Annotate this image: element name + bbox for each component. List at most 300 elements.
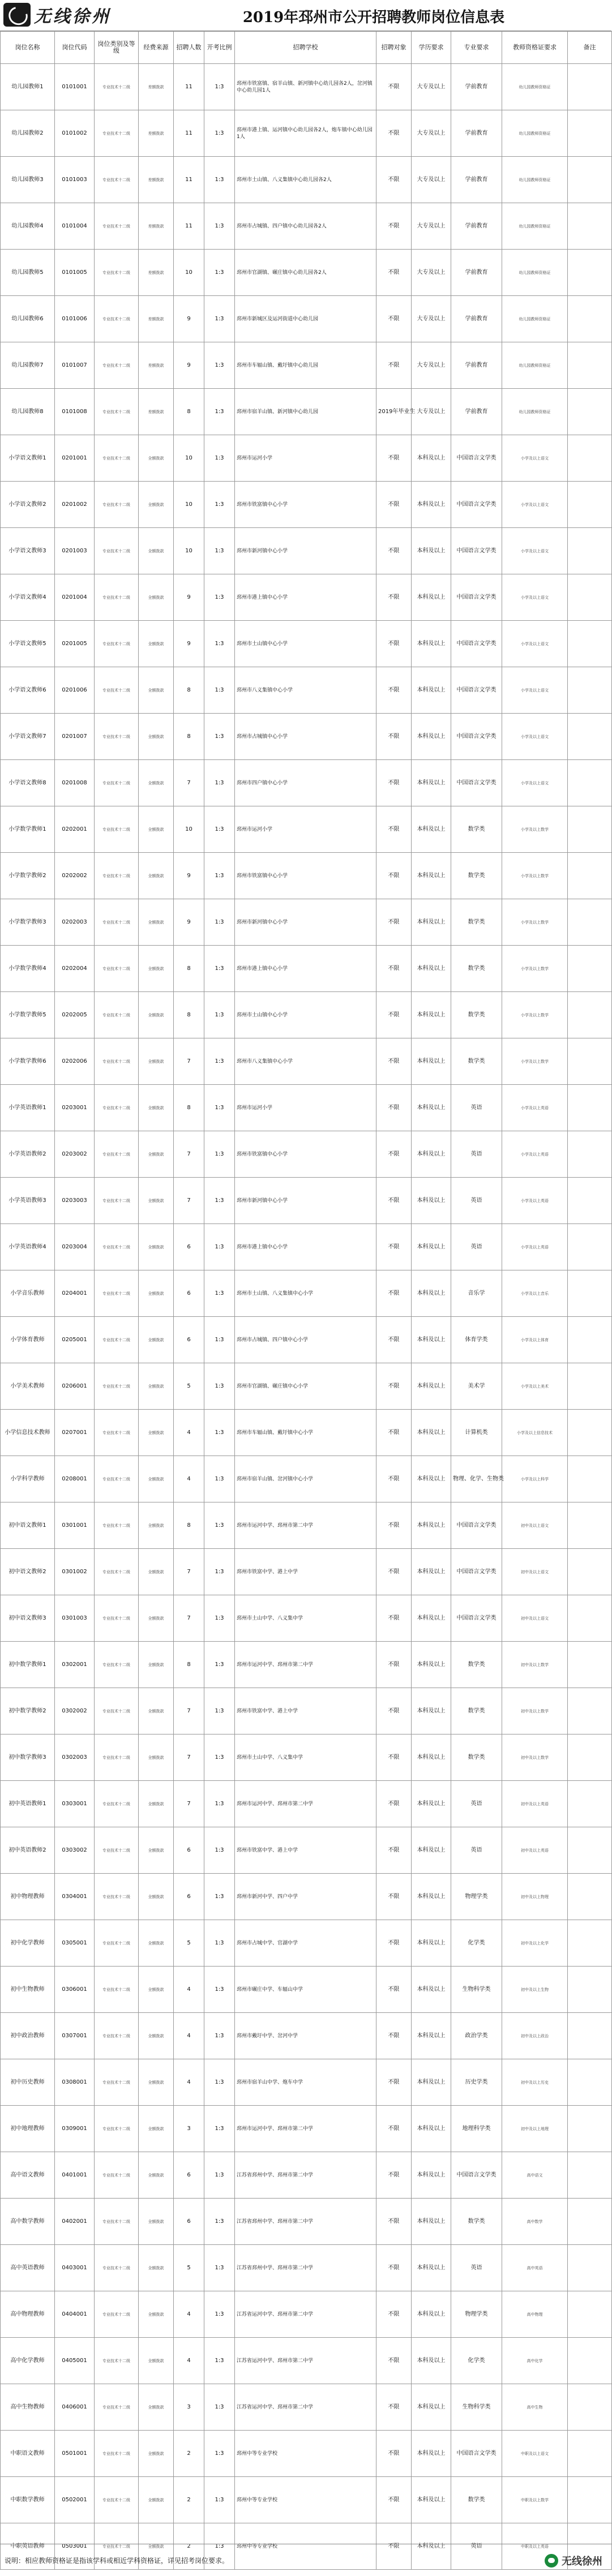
table-cell: 中国语言文学类 [451,528,502,574]
table-cell: 邳州市运河中学、邳州市第二中学 [235,1781,376,1827]
table-cell: 不限 [376,482,412,528]
table-cell: 专业技术十二级 [95,1874,139,1920]
column-header: 岗位名称 [1,32,55,64]
table-cell [568,1874,612,1920]
table-cell: 小学及以上英语 [502,1131,568,1178]
table-row [1,1502,612,1549]
table-cell: 邳州市铁富镇中心小学 [235,853,376,899]
table-cell: 初中及以上英语 [502,1827,568,1874]
table-cell: 邳州市占城镇、四户镇中心小学 [235,1317,376,1363]
table-cell: 邳州市港上镇、运河镇中心幼儿园各2人，炮车镇中心幼儿园1人 [235,110,376,157]
table-cell: 初中数学教师1 [1,1642,55,1688]
table-cell: 初中化学教师 [1,1920,55,1967]
table-cell: 6 [174,1224,204,1270]
table-cell: 初中语文教师1 [1,1502,55,1549]
table-cell: 邳州中等专业学校 [235,2477,376,2523]
table-cell: 高中英语 [502,2245,568,2291]
table-cell: 专业技术十二级 [95,157,139,203]
table-cell [568,342,612,389]
table-cell: 8 [174,1642,204,1688]
table-cell: 邳州市运河中学、邳州市第二中学 [235,2106,376,2152]
table-cell: 0203001 [55,1085,95,1131]
table-cell: 全额拨款 [139,899,174,946]
table-cell: 1:3 [204,2477,235,2523]
table-cell: 小学语文教师3 [1,528,55,574]
table-cell: 小学及以上语文 [502,714,568,760]
table-cell: 专业技术十二级 [95,1688,139,1734]
table-cell [568,389,612,435]
table-cell: 0204001 [55,1270,95,1317]
table-cell: 高中生物 [502,2384,568,2431]
table-cell: 本科及以上 [412,1920,451,1967]
table-cell: 邳州市铁富镇中心小学 [235,482,376,528]
table-row [1,1270,612,1317]
table-cell: 专业技术十二级 [95,482,139,528]
table-cell: 全额拨款 [139,2384,174,2431]
table-cell: 不限 [376,946,412,992]
table-cell: 差额拨款 [139,157,174,203]
table-cell: 不限 [376,157,412,203]
table-cell: 初中及以上数学 [502,1734,568,1781]
table-cell: 不限 [376,1781,412,1827]
table-cell: 专业技术十二级 [95,342,139,389]
table-cell: 专业技术十二级 [95,574,139,621]
table-cell: 本科及以上 [412,1363,451,1410]
table-cell: 初中数学教师2 [1,1688,55,1734]
table-row [1,1410,612,1456]
table-cell: 高中语文 [502,2152,568,2199]
table-cell: 6 [174,1317,204,1363]
table-cell: 高中英语教师 [1,2245,55,2291]
table-cell: 全额拨款 [139,1781,174,1827]
table-cell [568,1363,612,1410]
table-cell: 物理学类 [451,1874,502,1920]
table-row [1,574,612,621]
table-cell: 2 [174,2477,204,2523]
table-cell: 7 [174,1131,204,1178]
watermark [545,2553,602,2568]
table-cell: 初中及以上物理 [502,1874,568,1920]
table-cell: 本科及以上 [412,1131,451,1178]
table-cell: 不限 [376,1920,412,1967]
table-cell: 初中历史教师 [1,2059,55,2106]
table-cell: 小学及以上语文 [502,435,568,482]
table-row [1,1549,612,1595]
table-row [1,1224,612,1270]
table-cell: 本科及以上 [412,2384,451,2431]
table-cell: 大专及以上 [412,203,451,250]
table-cell: 专业技术十二级 [95,1270,139,1317]
table-cell: 0502001 [55,2477,95,2523]
footer [0,2544,611,2576]
table-cell: 0202001 [55,806,95,853]
table-cell: 不限 [376,1270,412,1317]
table-cell: 差额拨款 [139,342,174,389]
table-cell: 专业技术十二级 [95,1920,139,1967]
table-cell: 江苏省邳州中学、邳州市第二中学 [235,2245,376,2291]
table-cell: 邳州市车辐山镇、戴圩镇中心小学 [235,1410,376,1456]
table-cell: 英语 [451,1827,502,1874]
table-cell: 小学数学教师1 [1,806,55,853]
table-cell: 1:3 [204,1549,235,1595]
table-cell: 1:3 [204,250,235,296]
table-cell: 差额拨款 [139,64,174,110]
table-cell: 0201008 [55,760,95,806]
table-cell: 生物科学类 [451,1967,502,2013]
table-cell: 小学语文教师4 [1,574,55,621]
table-cell: 幼儿园教师5 [1,250,55,296]
table-cell: 本科及以上 [412,2199,451,2245]
table-cell: 不限 [376,435,412,482]
table-cell [568,1920,612,1967]
table-cell: 不限 [376,2013,412,2059]
table-cell: 专业技术十二级 [95,899,139,946]
table-cell: 0201005 [55,621,95,667]
table-cell: 中职及以上英语 [502,2523,568,2570]
table-cell: 11 [174,64,204,110]
table-cell: 0308001 [55,2059,95,2106]
table-cell: 邳州市新河镇中心小学 [235,899,376,946]
table-cell: 2 [174,2431,204,2477]
table-cell [568,1038,612,1085]
table-cell: 小学语文教师2 [1,482,55,528]
table-cell: 全额拨款 [139,1642,174,1688]
table-cell [568,899,612,946]
table-cell: 不限 [376,528,412,574]
table-cell: 大专及以上 [412,250,451,296]
table-cell: 初中及以上政治 [502,2013,568,2059]
table-cell: 中国语言文学类 [451,760,502,806]
table-cell: 0401001 [55,2152,95,2199]
table-cell: 高中化学教师 [1,2338,55,2384]
table-cell: 不限 [376,574,412,621]
table-cell: 1:3 [204,64,235,110]
table-cell: 不限 [376,853,412,899]
table-cell: 小学及以上语文 [502,621,568,667]
table-cell: 不限 [376,2245,412,2291]
table-cell: 本科及以上 [412,528,451,574]
table-cell: 1:3 [204,806,235,853]
table-row [1,157,612,203]
table-cell: 7 [174,1688,204,1734]
table-row [1,714,612,760]
table-cell [568,250,612,296]
table-cell: 本科及以上 [412,806,451,853]
table-cell: 幼儿园教师资格证 [502,64,568,110]
table-cell: 全额拨款 [139,2152,174,2199]
table-cell: 大专及以上 [412,296,451,342]
table-cell: 学前教育 [451,64,502,110]
table-cell [568,760,612,806]
table-row [1,1178,612,1224]
table-cell: 0101007 [55,342,95,389]
table-cell [568,946,612,992]
table-row [1,296,612,342]
table-cell [568,806,612,853]
table-cell [568,992,612,1038]
table-cell: 3 [174,2106,204,2152]
table-cell: 0305001 [55,1920,95,1967]
column-header: 开考比例 [204,32,235,64]
table-cell: 初中及以上语文 [502,1549,568,1595]
table-cell: 10 [174,250,204,296]
table-cell: 初中及以上语文 [502,1502,568,1549]
table-cell: 1:3 [204,1688,235,1734]
table-cell: 7 [174,1595,204,1642]
table-cell: 幼儿园教师资格证 [502,203,568,250]
table-cell: 不限 [376,667,412,714]
table-cell [568,714,612,760]
table-cell: 0201007 [55,714,95,760]
table-cell: 小学语文教师8 [1,760,55,806]
table-cell: 本科及以上 [412,2106,451,2152]
table-cell: 小学美术教师 [1,1363,55,1410]
table-cell: 10 [174,806,204,853]
table-cell: 邳州市八义集镇中心小学 [235,1038,376,1085]
table-cell: 邳州市四户镇中心小学 [235,760,376,806]
table-cell: 英语 [451,1085,502,1131]
table-cell [568,157,612,203]
table-cell: 中国语言文学类 [451,574,502,621]
table-row [1,1874,612,1920]
table-cell: 幼儿园教师3 [1,157,55,203]
table-cell: 不限 [376,992,412,1038]
table-cell: 0202002 [55,853,95,899]
table-cell: 邳州市占城镇中心小学 [235,714,376,760]
table-cell: 专业技术十二级 [95,1967,139,2013]
table-cell: 专业技术十二级 [95,806,139,853]
table-cell: 不限 [376,1967,412,2013]
table-cell: 0202005 [55,992,95,1038]
table-cell: 小学及以上英语 [502,1085,568,1131]
table-cell: 本科及以上 [412,714,451,760]
table-cell: 0101004 [55,203,95,250]
table-cell: 全额拨款 [139,2199,174,2245]
table-cell: 0207001 [55,1410,95,1456]
table-cell: 0101001 [55,64,95,110]
table-cell [568,853,612,899]
recruitment-table [0,31,612,2570]
table-row [1,946,612,992]
table-row [1,1920,612,1967]
table-cell: 邳州市土山镇中心小学 [235,992,376,1038]
table-cell: 物理学类 [451,2291,502,2338]
table-cell: 0206001 [55,1363,95,1410]
table-row [1,1595,612,1642]
table-cell: 学前教育 [451,203,502,250]
table-cell: 不限 [376,2431,412,2477]
table-cell: 初中及以上数学 [502,1688,568,1734]
table-cell: 大专及以上 [412,389,451,435]
table-cell: 0304001 [55,1874,95,1920]
table-cell: 1:3 [204,1456,235,1502]
table-cell: 不限 [376,110,412,157]
table-cell: 不限 [376,1317,412,1363]
table-cell: 本科及以上 [412,1317,451,1363]
table-cell: 本科及以上 [412,2338,451,2384]
table-cell: 本科及以上 [412,2059,451,2106]
table-cell: 0201004 [55,574,95,621]
table-cell: 地理科学类 [451,2106,502,2152]
table-cell: 0201006 [55,667,95,714]
column-header: 备注 [568,32,612,64]
table-cell: 0302002 [55,1688,95,1734]
table-cell: 不限 [376,296,412,342]
table-cell: 邳州中等专业学校 [235,2431,376,2477]
table-cell: 邳州市铁富镇、宿羊山镇、新河镇中心幼儿园各2人，岔河镇中心幼儿园1人 [235,64,376,110]
table-cell: 本科及以上 [412,1549,451,1595]
table-cell: 8 [174,992,204,1038]
table-cell: 不限 [376,2152,412,2199]
table-row [1,1688,612,1734]
table-cell: 专业技术十二级 [95,1038,139,1085]
table-cell: 本科及以上 [412,435,451,482]
table-cell [568,2152,612,2199]
table-cell: 高中化学 [502,2338,568,2384]
table-cell: 小学语文教师5 [1,621,55,667]
table-cell: 4 [174,1456,204,1502]
wechat-icon [545,2554,558,2568]
table-cell: 8 [174,667,204,714]
table-cell: 小学及以上数学 [502,1038,568,1085]
table-cell: 0302003 [55,1734,95,1781]
table-cell: 5 [174,1363,204,1410]
table-cell: 1:3 [204,621,235,667]
table-cell: 不限 [376,342,412,389]
table-cell: 0205001 [55,1317,95,1363]
table-cell: 1:3 [204,389,235,435]
header [0,0,611,31]
table-cell: 专业技术十二级 [95,1085,139,1131]
table-cell [568,667,612,714]
table-cell: 1:3 [204,1224,235,1270]
table-cell: 全额拨款 [139,1549,174,1595]
table-cell: 小学及以上美术 [502,1363,568,1410]
table-cell: 全额拨款 [139,714,174,760]
table-cell: 本科及以上 [412,1410,451,1456]
table-cell: 1:3 [204,2199,235,2245]
table-cell: 1:3 [204,435,235,482]
table-cell: 本科及以上 [412,1085,451,1131]
table-cell: 专业技术十二级 [95,250,139,296]
table-row [1,203,612,250]
table-cell: 小学英语教师4 [1,1224,55,1270]
table-cell: 小学音乐教师 [1,1270,55,1317]
table-row [1,806,612,853]
table-cell: 0307001 [55,2013,95,2059]
table-cell: 11 [174,203,204,250]
table-cell: 4 [174,2291,204,2338]
table-cell: 专业技术十二级 [95,1781,139,1827]
table-row [1,528,612,574]
table-cell: 邳州市土山镇中心小学 [235,621,376,667]
table-cell: 1:3 [204,1317,235,1363]
table-cell: 1:3 [204,574,235,621]
table-cell: 4 [174,2338,204,2384]
table-cell: 0301001 [55,1502,95,1549]
table-cell: 8 [174,1502,204,1549]
table-cell: 邳州市港上镇中心小学 [235,574,376,621]
table-cell: 英语 [451,1781,502,1827]
table-cell [568,1502,612,1549]
table-cell: 江苏省运河中学、邳州市第二中学 [235,2338,376,2384]
table-cell: 计算机类 [451,1410,502,1456]
table-row [1,110,612,157]
table-cell: 全额拨款 [139,2477,174,2523]
table-cell: 小学数学教师4 [1,946,55,992]
table-cell [568,621,612,667]
table-cell: 0202006 [55,1038,95,1085]
table-row [1,2199,612,2245]
table-cell: 全额拨款 [139,1224,174,1270]
table-cell: 邳州市港上镇中心小学 [235,946,376,992]
table-cell: 小学语文教师1 [1,435,55,482]
table-cell: 幼儿园教师资格证 [502,342,568,389]
table-cell [568,2059,612,2106]
table-cell: 小学及以上英语 [502,1224,568,1270]
table-cell [568,64,612,110]
table-cell: 4 [174,1967,204,2013]
table-cell: 小学及以上数学 [502,946,568,992]
logo-text: 无线徐州 [34,7,111,27]
table-cell: 专业技术十二级 [95,296,139,342]
column-header: 专业要求 [451,32,502,64]
table-cell: 全额拨款 [139,2106,174,2152]
table-cell: 英语 [451,1131,502,1178]
table-cell: 幼儿园教师资格证 [502,389,568,435]
table-cell: 本科及以上 [412,1456,451,1502]
table-cell: 专业技术十二级 [95,1456,139,1502]
table-cell: 本科及以上 [412,2431,451,2477]
table-cell: 不限 [376,203,412,250]
table-cell: 本科及以上 [412,2152,451,2199]
table-cell [568,2431,612,2477]
table-cell: 1:3 [204,2384,235,2431]
table-cell: 江苏省邳州中学、邳州市第二中学 [235,2199,376,2245]
table-cell: 9 [174,296,204,342]
table-cell: 9 [174,899,204,946]
table-row [1,899,612,946]
table-cell: 全额拨款 [139,621,174,667]
table-cell: 邳州市碾庄中学、车辐山中学 [235,1967,376,2013]
table-cell [568,2477,612,2523]
table-cell: 物理、化学、生物类 [451,1456,502,1502]
table-cell: 数学类 [451,853,502,899]
table-cell: 专业技术十二级 [95,2338,139,2384]
table-cell: 0101005 [55,250,95,296]
table-cell: 10 [174,435,204,482]
table-row [1,2431,612,2477]
table-row [1,667,612,714]
table-cell: 邳州市新河镇中心小学 [235,1178,376,1224]
table-cell: 0404001 [55,2291,95,2338]
table-cell: 1:3 [204,899,235,946]
table-cell: 1:3 [204,482,235,528]
table-body [1,64,612,2570]
table-cell: 专业技术十二级 [95,2384,139,2431]
table-cell: 1:3 [204,1734,235,1781]
table-cell: 0201002 [55,482,95,528]
table-cell: 7 [174,1781,204,1827]
table-cell: 小学及以上语文 [502,760,568,806]
table-cell: 全额拨款 [139,574,174,621]
table-cell: 邳州市宿羊山镇、岔河镇中心小学 [235,1456,376,1502]
table-cell: 0303001 [55,1781,95,1827]
table-cell: 0203002 [55,1131,95,1178]
table-cell: 中职数学教师 [1,2477,55,2523]
table-cell: 0303002 [55,1827,95,1874]
table-cell: 6 [174,1874,204,1920]
